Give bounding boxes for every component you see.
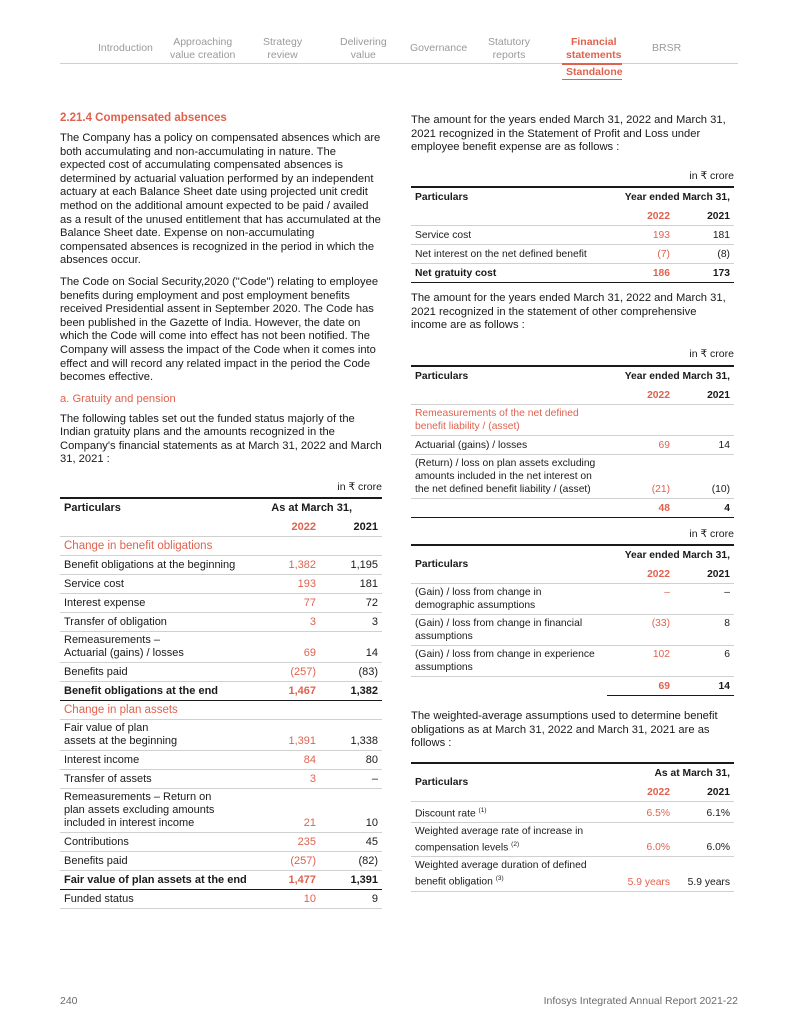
table-row: Contributions 235 45 xyxy=(60,832,382,851)
table-row-total: 69 14 xyxy=(411,676,734,695)
nav-delivering-value[interactable]: Delivering value xyxy=(340,36,387,61)
paragraph-gratuity-intro: The following tables set out the funded status majorly of the Indian gratuity plans and the amounts recognized in the Company's financial statements as at March 31, 2022 and March 31, 2021 : xyxy=(60,412,382,466)
table-row: (Gain) / loss from change in experience assumptions 102 6 xyxy=(411,645,734,676)
weighted-assumptions-table: Particulars As at March 31, 2022 2021 Discount rate $^{(1)}$ 6.5% 6.1% Weighted average rate of increase in compensation levels $^{(2)}$ 6.0% 6.0% Weighted average duration of defined benefit obligation $^{(3)}$ 5.9 years 5.9 years xyxy=(411,762,734,892)
table-row: Weighted average rate of increase in compensation levels $^{(2)}$ 6.0% 6.0% xyxy=(411,822,734,856)
nav-approaching-value-creation[interactable]: Approaching value creation xyxy=(170,36,236,61)
table-row: Remeasurements – Return on plan assets excluding amounts included in interest income 21 10 xyxy=(60,788,382,832)
nav-sub-underline xyxy=(562,79,622,80)
nav-strategy-review[interactable]: Strategy review xyxy=(263,36,303,61)
table-row: Benefit obligations at the beginning 1,382 1,195 xyxy=(60,555,382,574)
unit-label: in ₹ crore xyxy=(689,528,734,540)
section-change-benefit-obligations: Change in benefit obligations xyxy=(60,536,382,555)
table-row: Service cost 193 181 xyxy=(60,574,382,593)
table-row: Discount rate $^{(1)}$ 6.5% 6.1% xyxy=(411,801,734,822)
table-row: Benefits paid (257) (83) xyxy=(60,662,382,681)
table-row: Interest expense 77 72 xyxy=(60,593,382,612)
header-period: As at March 31, xyxy=(271,502,352,514)
unit-label: in ₹ crore xyxy=(337,481,382,493)
gratuity-funded-status-table xyxy=(60,497,382,909)
paragraph-compensated-absences: The Company has a policy on compensated absences which are both accumulating and non-accumulating in nature. The expected cost of accumulating compensated absences is determined by actuarial valuation performed by an independent actuary at each Balance Sheet date using projected unit credit method on the additional amount expected to be paid / availed as a result of the unused entitlement that has accumulated at the Balance Sheet date. Expense on non-accumulating compensated absences is recognized in the period in which the absences occur. xyxy=(60,132,381,267)
table-row: Net interest on the net defined benefit (7) (8) xyxy=(411,244,734,263)
header-2022: 2022 xyxy=(256,517,320,536)
table-row: Transfer of assets 3 – xyxy=(60,769,382,788)
report-title: Infosys Integrated Annual Report 2021-22 xyxy=(543,995,738,1007)
nav-financial-statements[interactable]: Financial statements xyxy=(566,36,622,61)
page-number: 240 xyxy=(60,995,78,1007)
left-column-text xyxy=(60,112,382,467)
table-row: Benefits paid (257) (82) xyxy=(60,851,382,870)
table-row: Fair value of plan assets at the beginning 1,391 1,338 xyxy=(60,719,382,750)
table-row: Interest income 84 80 xyxy=(60,750,382,769)
unit-label: in ₹ crore xyxy=(689,348,734,360)
oci-remeasurements-table: Particulars Year ended March 31, 2022 2021 Remeasurements of the net defined benefit liability / (asset) Actuarial (gains) / losses 69 14 (Return) / loss on plan assets excluding amounts included in the net interest on the net defined benefit liability / (asset) (21) (10) 48 4 xyxy=(411,365,734,518)
paragraph-oci: The amount for the years ended March 31, 2022 and March 31, 2021 recognized in the statement of other comprehensive income are as follows : xyxy=(411,292,726,332)
section-change-plan-assets: Change in plan assets xyxy=(60,700,382,719)
table-row: Service cost 193 181 xyxy=(411,225,734,244)
nav-governance[interactable]: Governance xyxy=(410,42,468,54)
nav-active-indicator xyxy=(562,63,622,65)
nav-introduction[interactable]: Introduction xyxy=(98,42,153,54)
table-row: Funded status 10 9 xyxy=(60,889,382,908)
table-row: Actuarial (gains) / losses 69 14 xyxy=(411,435,734,454)
unit-label: in ₹ crore xyxy=(689,170,734,182)
table-section-row: Remeasurements of the net defined benefit liability / (asset) xyxy=(411,404,734,435)
paragraph-code-social-security: The Code on Social Security,2020 ("Code") relating to employee benefits during employment and post employment benefits received Presidential assent in September 2020. The Code has been published in the Gazette of India. However, the date on which the Code will come into effect has not been notified. The Company will assess the impact of the Code when it comes into effect and will record any related impact in the period the Code becomes effective. xyxy=(60,275,379,384)
table-row-total: Fair value of plan assets at the end 1,477 1,391 xyxy=(60,870,382,889)
table-row-total: Benefit obligations at the end 1,467 1,382 xyxy=(60,681,382,700)
paragraph-profit-loss: The amount for the years ended March 31, 2022 and March 31, 2021 recognized in the Statement of Profit and Loss under employee benefit expense are as follows : xyxy=(411,114,726,154)
table-row-total: 48 4 xyxy=(411,498,734,517)
table-row: (Gain) / loss from change in demographic assumptions – – xyxy=(411,583,734,614)
gratuity-cost-table: Particulars Year ended March 31, 2022 2021 Service cost 193 181 Net interest on the net defined benefit (7) (8) Net gratuity cost 186 173 xyxy=(411,186,734,283)
table-row-total: Net gratuity cost 186 173 xyxy=(411,263,734,282)
header-particulars: Particulars xyxy=(64,502,121,514)
table-row: (Return) / loss on plan assets excluding amounts included in the net interest on the net defined benefit liability / (asset) (21) (10) xyxy=(411,454,734,498)
actuarial-gain-loss-table: Particulars Year ended March 31, 2022 2021 (Gain) / loss from change in demographic assumptions – – (Gain) / loss from change in financial assumptions (33) 8 (Gain) / loss from change in experience assumptions 102 6 69 14 xyxy=(411,544,734,696)
table-row: Weighted average duration of defined benefit obligation $^{(3)}$ 5.9 years 5.9 years xyxy=(411,857,734,891)
table-row: Transfer of obligation 3 3 xyxy=(60,612,382,631)
header-period: Year ended March 31, xyxy=(624,192,730,203)
section-title: 2.21.4 Compensated absences xyxy=(60,112,227,124)
header-particulars: Particulars xyxy=(415,192,469,203)
nav-brsr[interactable]: BRSR xyxy=(652,42,682,54)
nav-sub-standalone[interactable]: Standalone xyxy=(566,66,623,78)
table-row: Remeasurements – Actuarial (gains) / losses 69 14 xyxy=(60,631,382,662)
table-row: (Gain) / loss from change in financial assumptions (33) 8 xyxy=(411,614,734,645)
paragraph-assumptions: The weighted-average assumptions used to determine benefit obligations as at March 31, 2022 and March 31, 2021 are as follows : xyxy=(411,710,718,750)
header-2021: 2021 xyxy=(320,517,382,536)
top-navigation xyxy=(60,30,738,64)
subsection-title-gratuity: a. Gratuity and pension xyxy=(60,392,176,405)
nav-statutory-reports[interactable]: Statutory reports xyxy=(488,36,531,61)
